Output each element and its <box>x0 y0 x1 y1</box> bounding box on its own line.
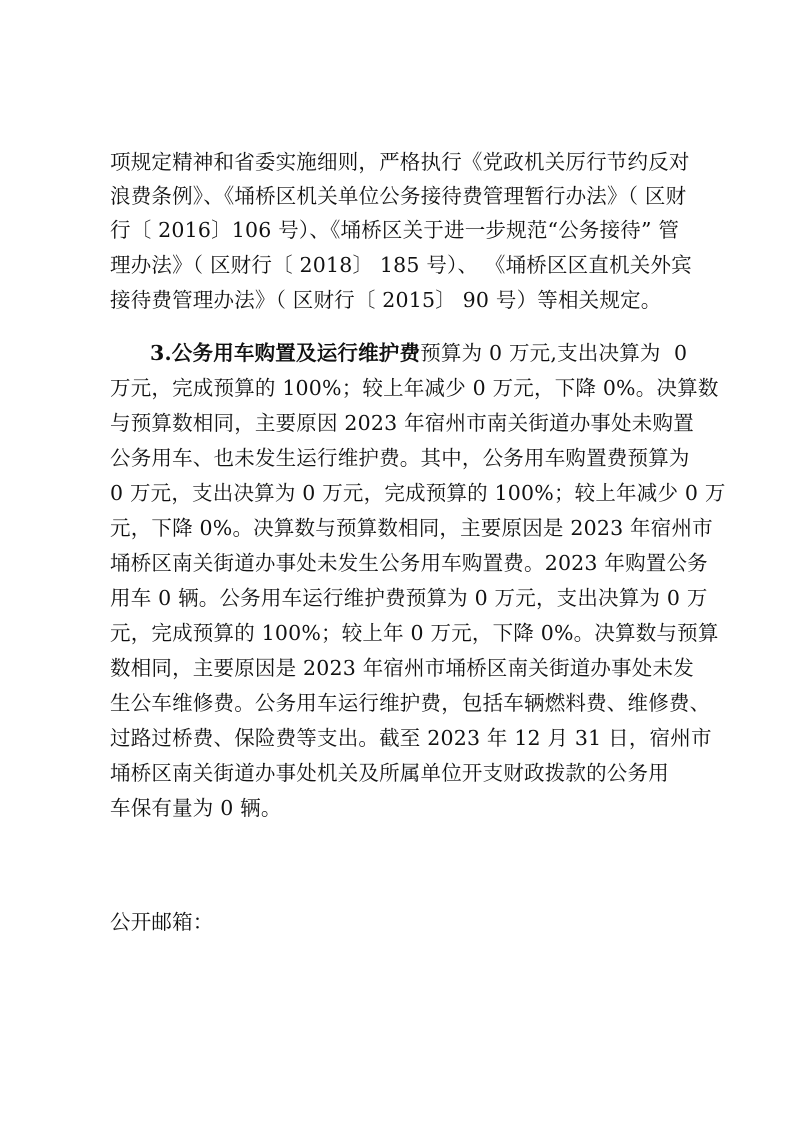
paragraph-2-line-9: 数相同，主要原因是 2023 年宿州市埇桥区南关街道办事处未发 <box>110 656 694 680</box>
paragraph-2-first-line-rest: 预算为 0 万元,支出决算为 0 <box>420 341 688 365</box>
paragraph-2-heading: 3.公务用车购置及运行维护费 <box>150 341 421 365</box>
paragraph-2-first-line <box>150 339 700 367</box>
paragraph-1-line-4: 理办法》（ 区财行〔 2018〕 185 号）、 《埇桥区区直机关外宾 <box>110 253 692 277</box>
paragraph-1-line-1: 项规定精神和省委实施细则，严格执行《党政机关厉行节约反对 <box>110 150 690 174</box>
paragraph-2-line-7: 用车 0 辆。公务用车运行维护费预算为 0 万元，支出决算为 0 万 <box>110 586 708 610</box>
paragraph-2-line-1: 万元，完成预算的 100%；较上年减少 0 万元，下降 0%。决算数 <box>110 376 719 400</box>
paragraph-1-line-5: 接待费管理办法》（ 区财行〔 2015〕 90 号）等相关规定。 <box>110 288 662 312</box>
paragraph-2-line-4: 0 万元，支出决算为 0 万元，完成预算的 100%；较上年减少 0 万 <box>110 481 726 505</box>
paragraph-2-line-11: 过路过桥费、保险费等支出。截至 2023 年 12 月 31 日，宿州市 <box>110 726 712 750</box>
paragraph-2-line-12: 埇桥区南关街道办事处机关及所属单位开支财政拨款的公务用 <box>110 761 669 785</box>
paragraph-1-line-2: 浪费条例》、《埇桥区机关单位公务接待费管理暂行办法》（ 区财 <box>110 184 687 208</box>
paragraph-2-line-3: 公务用车、也未发生运行维护费。其中，公务用车购置费预算为 <box>110 446 690 470</box>
disclosure-email-label: 公开邮箱： <box>110 910 214 934</box>
paragraph-2-line-13: 车保有量为 0 辆。 <box>110 796 282 820</box>
paragraph-2-line-8: 元，完成预算的 100%；较上年 0 万元，下降 0%。决算数与预算 <box>110 621 719 645</box>
paragraph-2-line-5: 元，下降 0%。决算数与预算数相同，主要原因是 2023 年宿州市 <box>110 516 713 540</box>
paragraph-2-line-2: 与预算数相同，主要原因 2023 年宿州市南关街道办事处未购置 <box>110 411 694 435</box>
paragraph-2-line-10: 生公车维修费。公务用车运行维护费，包括车辆燃料费、维修费、 <box>110 691 711 715</box>
paragraph-1-line-3: 行〔 2016〕106 号）、《埇桥区关于进一步规范“公务接待” 管 <box>110 218 680 242</box>
paragraph-2-line-6: 埇桥区南关街道办事处未发生公务用车购置费。2023 年购置公务 <box>110 551 708 575</box>
